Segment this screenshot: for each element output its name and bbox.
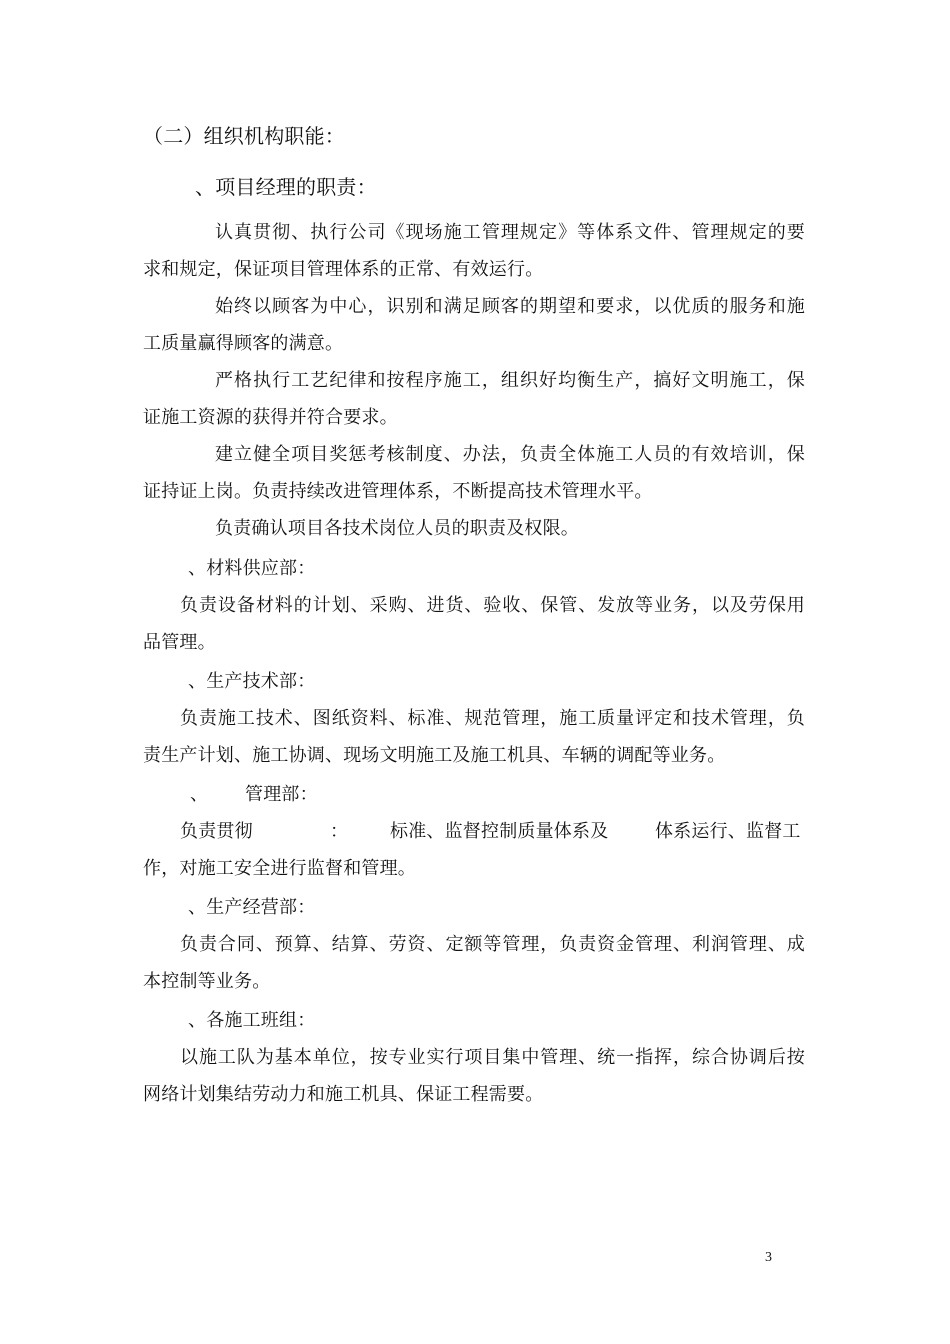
- paragraph-line: 负责施工技术、图纸资料、标准、规范管理，施工质量评定和技术管理，负: [180, 708, 805, 729]
- paragraph-line: 以施工队为基本单位，按专业实行项目集中管理、统一指挥，综合协调后按: [180, 1047, 805, 1068]
- paragraph-line: 品管理。: [143, 632, 216, 653]
- subsection-heading-work-teams: 、各施工班组：: [188, 1010, 316, 1031]
- paragraph-line: 责生产计划、施工协调、现场文明施工及施工机具、车辆的调配等业务。: [143, 745, 726, 766]
- paragraph-line-segment: ：: [330, 821, 349, 842]
- subsection-heading-business: 、生产经营部：: [188, 897, 316, 918]
- subsection-heading-production-technology: 、生产技术部：: [188, 671, 316, 692]
- paragraph-line: 严格执行工艺纪律和按程序施工，组织好均衡生产，搞好文明施工，保: [215, 370, 805, 391]
- paragraph-line: 建立健全项目奖惩考核制度、办法，负责全体施工人员的有效培训，保: [215, 444, 805, 465]
- paragraph-line: 证持证上岗。负责持续改进管理体系，不断提高技术管理水平。: [143, 481, 653, 502]
- paragraph-line-segment: 标准、监督控制质量体系及: [390, 821, 609, 842]
- section-heading: （二）组织机构职能：: [143, 124, 345, 148]
- paragraph-line: 认真贯彻、执行公司《现场施工管理规定》等体系文件、管理规定的要: [215, 222, 805, 243]
- paragraph-line: 网络计划集结劳动力和施工机具、保证工程需要。: [143, 1084, 544, 1105]
- paragraph-line-segment: 体系运行、监督工: [655, 821, 801, 842]
- subsection-heading-project-manager: 、项目经理的职责：: [195, 175, 377, 199]
- paragraph-line: 求和规定，保证项目管理体系的正常、有效运行。: [143, 259, 544, 280]
- paragraph-line: 负责合同、预算、结算、劳资、定额等管理，负责资金管理、利润管理、成: [180, 934, 805, 955]
- paragraph-line: 本控制等业务。: [143, 971, 271, 992]
- paragraph-line: 证施工资源的获得并符合要求。: [143, 407, 398, 428]
- subsection-heading-management: 管理部：: [245, 784, 318, 805]
- subsection-heading-materials: 、材料供应部：: [188, 558, 316, 579]
- paragraph-line-segment: 负责贯彻: [180, 821, 253, 842]
- paragraph-line: 负责设备材料的计划、采购、进货、验收、保管、发放等业务，以及劳保用: [180, 595, 805, 616]
- paragraph-line: 作，对施工安全进行监督和管理。: [143, 858, 416, 879]
- paragraph-line: 工质量赢得顾客的满意。: [143, 333, 344, 354]
- paragraph-line: 负责确认项目各技术岗位人员的职责及权限。: [215, 518, 579, 539]
- page-number: 3: [765, 1250, 772, 1265]
- paragraph-line: 始终以顾客为中心，识别和满足顾客的期望和要求，以优质的服务和施: [215, 296, 805, 317]
- subsection-heading-prefix: 、: [190, 784, 209, 805]
